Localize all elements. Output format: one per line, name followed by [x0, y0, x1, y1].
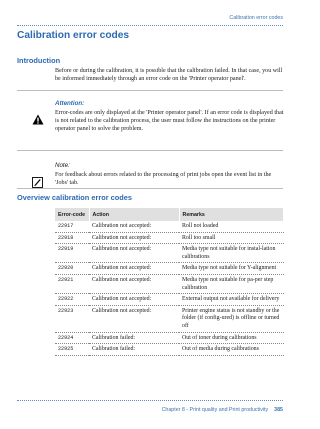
page-number: 385 [274, 407, 283, 413]
remarks-cell: Roll too small [179, 232, 284, 244]
error-code-cell: 22918 [55, 232, 89, 244]
footer-divider [17, 400, 283, 401]
action-cell: Calibration not accepted: [89, 274, 179, 293]
error-code-cell: 22924 [55, 332, 89, 344]
error-code-cell: 22921 [55, 274, 89, 293]
error-code-cell: 22920 [55, 263, 89, 275]
error-code-cell: 22919 [55, 244, 89, 263]
column-header-remarks: Remarks [179, 208, 284, 221]
page-title: Calibration error codes [17, 30, 130, 41]
attention-title: Attention: [55, 100, 85, 107]
table-row [55, 332, 284, 344]
error-code-cell: 22923 [55, 305, 89, 332]
remarks-cell: Printer engine status is not standby or the folder (if config-ured) is offline or turned off [179, 305, 284, 332]
table-row [55, 274, 284, 293]
error-code-cell: 22917 [55, 221, 89, 232]
overview-heading: Overview calibration error codes [17, 193, 133, 202]
error-code-table [55, 208, 284, 356]
introduction-paragraph: Before or during the calibration, it is possible that the calibration failed. In that case, you will be informed immediately through an error code on the 'Printer operator panel'. [55, 68, 283, 83]
error-code-cell: 22922 [55, 294, 89, 306]
remarks-cell: Media type not suitable for instal-lation calibrations [179, 244, 284, 263]
action-cell: Calibration not accepted: [89, 294, 179, 306]
table-header-row [55, 208, 284, 221]
table-row [55, 244, 284, 263]
action-cell: Calibration not accepted: [89, 244, 179, 263]
table-row [55, 232, 284, 244]
warning-triangle-icon [32, 114, 44, 125]
header-divider [17, 25, 283, 26]
remarks-cell: External output not available for delivery [179, 294, 284, 306]
section-divider [17, 150, 283, 151]
remarks-cell: Roll not loaded [179, 221, 284, 232]
running-header: Calibration error codes [229, 15, 283, 21]
attention-text: Error-codes are only displayed at the 'Printer operator panel'. If an error code is displayed that is not related to the calibration process, the user must follow the instructions on the printer operator panel to solve the problem. [55, 110, 284, 133]
page-footer [162, 407, 283, 413]
table-row [55, 305, 284, 332]
section-divider [17, 188, 283, 189]
table-row [55, 263, 284, 275]
note-pencil-icon [32, 177, 43, 188]
remarks-cell: Media type not suitable for Y-alignment [179, 263, 284, 275]
remarks-cell: Out of toner during calibrations [179, 332, 284, 344]
action-cell: Calibration not accepted: [89, 221, 179, 232]
action-cell: Calibration not accepted: [89, 263, 179, 275]
column-header-error-code: Error-code [55, 208, 89, 221]
remarks-cell: Media type not suitable for pa-per step calibration [179, 274, 284, 293]
error-code-cell: 22925 [55, 344, 89, 356]
action-cell: Calibration not accepted: [89, 232, 179, 244]
note-text: For feedback about errors related to the processing of print jobs open the event list in the 'Jobs' tab. [55, 172, 272, 187]
table-row [55, 294, 284, 306]
introduction-heading: Introduction [17, 56, 61, 65]
table-row [55, 221, 284, 232]
footer-chapter: Chapter 8 - Print quality and Print productivity [161, 407, 269, 413]
note-title: Note: [55, 162, 70, 169]
action-cell: Calibration failed: [89, 344, 179, 356]
table-row [55, 344, 284, 356]
remarks-cell: Out of media during calibrations [179, 344, 284, 356]
action-cell: Calibration failed: [89, 332, 179, 344]
column-header-action: Action [89, 208, 179, 221]
action-cell: Calibration not accepted: [89, 305, 179, 332]
section-divider [17, 90, 283, 91]
